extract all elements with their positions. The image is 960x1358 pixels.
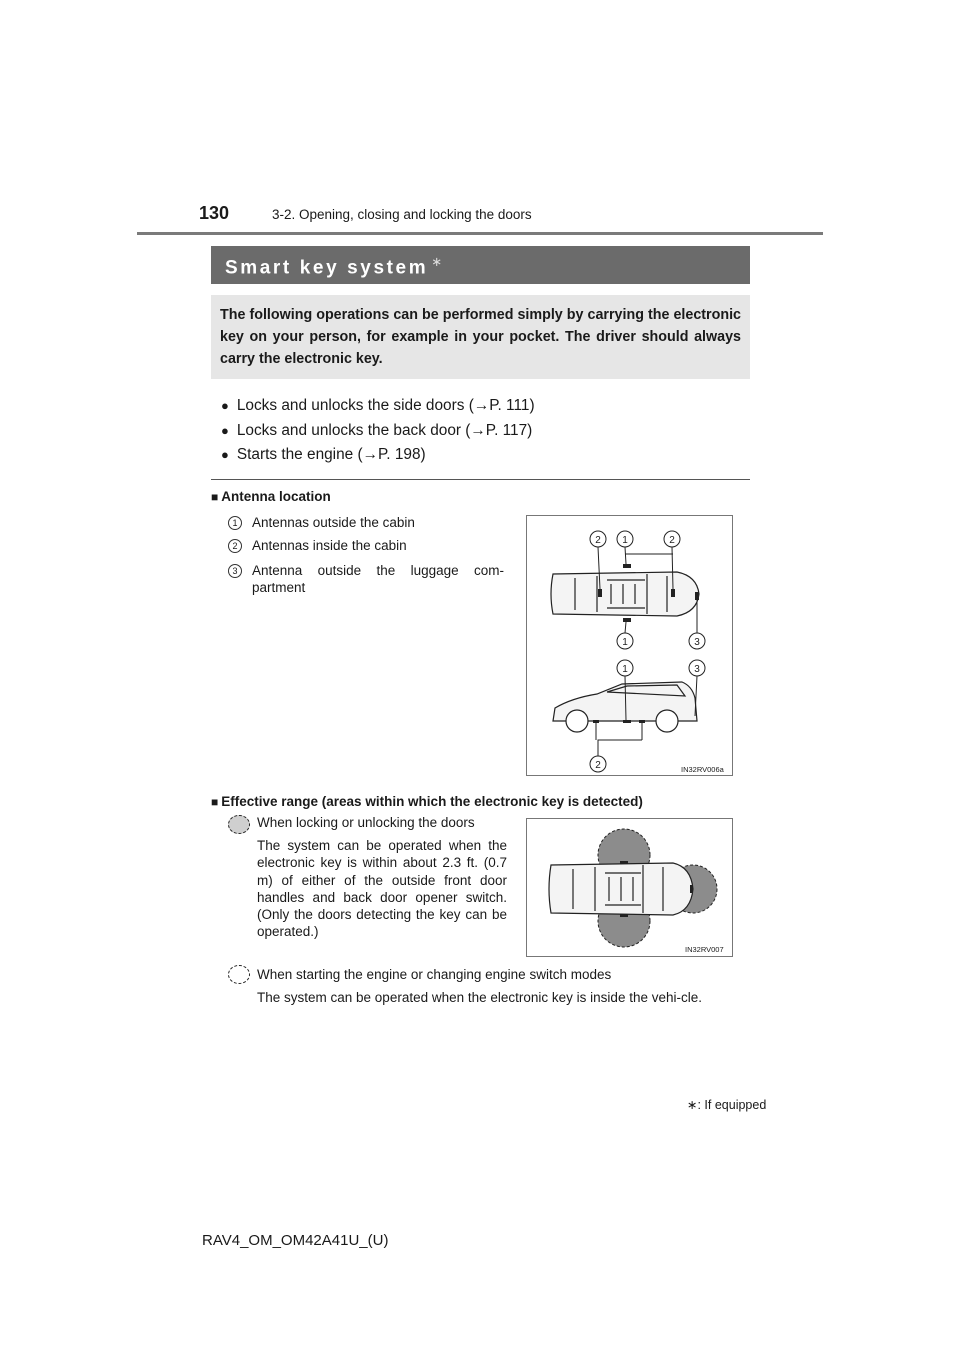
page-title (225, 254, 442, 279)
callout-2: 2 (595, 760, 601, 771)
outside-range-icon (228, 815, 250, 834)
header-rule (137, 232, 823, 235)
doors-range-text: The system can be operated when the electronic key is within about 2.3 ft. (0.7 m) of either of the outside front door handles and back door opener switch. (Only the doors detecting the key can be operated.) (257, 838, 507, 940)
antenna-item-2 (232, 537, 407, 554)
vehicle-diagram (527, 516, 732, 775)
doors-range-title: When locking or unlocking the doors (257, 815, 475, 830)
antenna-item-3 (232, 562, 504, 596)
list-item: ● Locks and unlocks the side doors (→P. 111) (221, 394, 535, 419)
antenna-item-1 (232, 514, 415, 531)
callout-3: 3 (694, 664, 700, 675)
feature-list (221, 394, 535, 468)
range-diagram (527, 819, 732, 956)
page-title-text: Smart key system (225, 257, 429, 279)
callout-1: 1 (622, 637, 628, 648)
intro-box (211, 295, 750, 379)
callout-1: 1 (622, 664, 628, 675)
figure-code: IN32RV007 (685, 945, 724, 954)
callout-3: 3 (694, 637, 700, 648)
callout-number: 1 (228, 516, 242, 530)
divider (211, 479, 750, 480)
engine-range-title: When starting the engine or changing engine switch modes (257, 967, 612, 982)
antenna-item-text: Antennas outside the cabin (252, 515, 415, 530)
callout-1: 1 (622, 535, 628, 546)
section-title: 3-2. Opening, closing and locking the doors (272, 207, 532, 222)
callout-2: 2 (669, 535, 675, 546)
equipped-mark: ∗ (431, 254, 443, 269)
antenna-item-text: Antennas inside the cabin (252, 538, 407, 553)
intro-text: The following operations can be performed simply by carrying the electronic key on your person, for example in your pocket. The driver should always carry the electronic key. (220, 307, 741, 367)
inside-range-icon (228, 965, 250, 984)
list-item: ● Starts the engine (→P. 198) (221, 443, 535, 468)
antenna-item-text: Antenna outside the luggage com-partment (252, 563, 504, 595)
figure-code: IN32RV006a (681, 765, 724, 774)
callout-2: 2 (595, 535, 601, 546)
engine-range-text: The system can be operated when the electronic key is inside the vehi-cle. (257, 990, 702, 1005)
antenna-location-figure (526, 515, 733, 776)
callout-number: 2 (228, 539, 242, 553)
antenna-heading: ■ Antenna location (211, 489, 331, 504)
range-heading: ■ Effective range (areas within which the electronic key is detected) (211, 794, 643, 809)
callout-number: 3 (228, 564, 242, 578)
page-number: 130 (199, 203, 230, 223)
model-code: RAV4_OM_OM42A41U_(U) (202, 1232, 389, 1249)
effective-range-figure (526, 818, 733, 957)
footnote: ∗: If equipped (687, 1098, 767, 1112)
list-item: ● Locks and unlocks the back door (→P. 117) (221, 419, 535, 444)
section-heading-bar (211, 246, 750, 284)
